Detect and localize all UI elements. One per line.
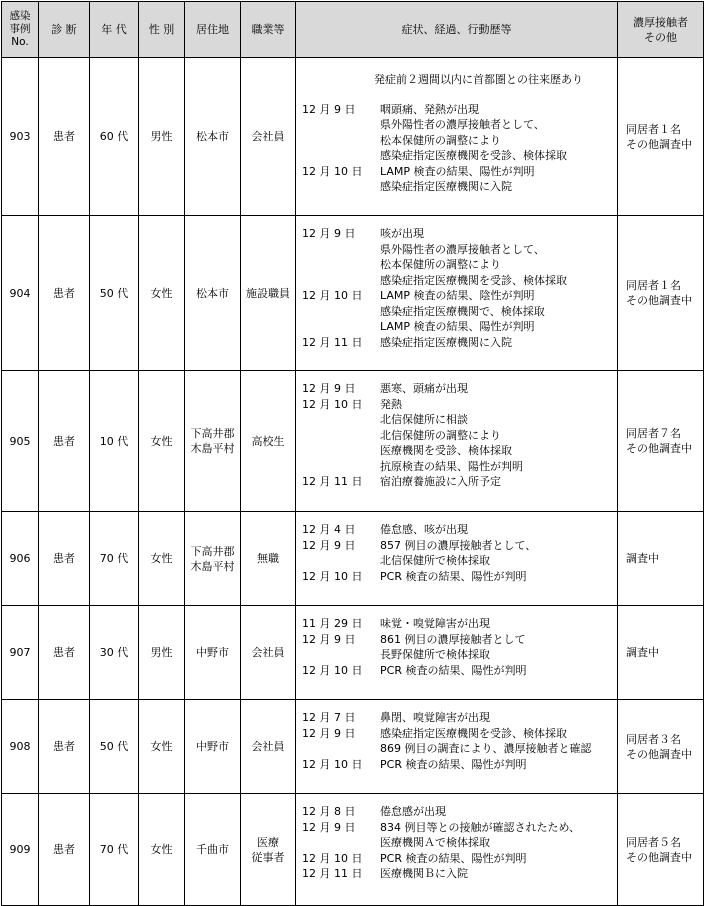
- symptom-date: 12 月 9 日: [302, 227, 356, 240]
- symptom-text: 医療機関Ｂに入院: [380, 867, 468, 880]
- residence: [185, 700, 241, 794]
- symptom-line: [296, 102, 617, 118]
- case-no: 903: [2, 58, 39, 216]
- case-no: 905: [2, 371, 39, 512]
- header-case-no: 感染 事例 No.: [2, 2, 39, 58]
- symptom-text: 松本保健所の調整により: [380, 258, 501, 271]
- sex: 男性: [139, 606, 185, 700]
- header-residence: 居住地: [185, 2, 241, 58]
- sex: 女性: [139, 700, 185, 794]
- symptom-date: 12 月 11 日: [302, 867, 363, 880]
- occupation: [241, 58, 296, 216]
- symptom-line: [296, 820, 617, 836]
- diagnosis: 患者: [39, 58, 90, 216]
- symptoms-cell: [296, 606, 618, 700]
- symptom-text: 悪寒、頭痛が出現: [380, 382, 468, 395]
- residence: [185, 794, 241, 906]
- diagnosis: 患者: [39, 794, 90, 906]
- contacts-text: 調査中: [626, 646, 659, 659]
- symptom-text: 医療機関を受診、検体採取: [380, 444, 512, 457]
- symptoms-cell: [296, 371, 618, 512]
- age: 60 代: [90, 58, 139, 216]
- symptom-line: [296, 242, 617, 258]
- occupation-text: 施設職員: [246, 286, 290, 300]
- symptoms-cell: [296, 700, 618, 794]
- contacts-text: 調査中: [626, 552, 659, 565]
- symptom-line: [296, 459, 617, 475]
- sex: 女性: [139, 512, 185, 606]
- symptom-date: [296, 179, 380, 195]
- symptom-text: 感染症指定医療機関を受診、検体採取: [380, 149, 567, 162]
- symptom-text: 発熱: [380, 397, 402, 411]
- occupation-text: 会社員: [251, 646, 285, 659]
- contacts: [618, 216, 704, 371]
- symptom-text: 抗原検査の結果、陽性が判明: [380, 459, 523, 473]
- header-symptoms: 症状、経過、行動歴等: [296, 2, 618, 58]
- symptom-date: [296, 412, 380, 428]
- symptom-line: [296, 428, 617, 444]
- symptom-line: [296, 257, 617, 273]
- symptom-text: 県外陽性者の濃厚接触者として、: [380, 242, 545, 256]
- symptom-text: 県外陽性者の濃厚接触者として、: [380, 118, 545, 131]
- symptom-line: [296, 804, 617, 820]
- symptom-text: LAMP 検査の結果、陽性が判明: [380, 320, 535, 333]
- symptom-text: 味覚・嗅覚障害が出現: [380, 617, 490, 630]
- residence: [185, 58, 241, 216]
- symptom-text: 医療機関Ａで検体採取: [380, 836, 490, 849]
- symptom-date: 12 月 4 日: [302, 523, 356, 536]
- header-row: [2, 2, 704, 58]
- symptom-text: 感染症指定医療機関に入院: [380, 180, 512, 193]
- symptom-date: 12 月 9 日: [302, 538, 356, 552]
- symptom-line: [296, 663, 617, 679]
- symptom-text: 松本保健所の調整により: [380, 133, 501, 147]
- symptom-date: [296, 319, 380, 335]
- symptom-date: [296, 459, 380, 475]
- symptom-date: 12 月 9 日: [302, 820, 356, 834]
- symptom-line: [296, 179, 617, 195]
- symptom-text: PCR 検査の結果、陽性が判明: [380, 851, 527, 865]
- symptom-text: LAMP 検査の結果、陰性が判明: [380, 289, 535, 302]
- symptom-line: [296, 710, 617, 726]
- occupation-text: 会社員: [251, 740, 285, 753]
- residence: [185, 512, 241, 606]
- header-diagnosis: 診 断: [39, 2, 90, 58]
- symptom-date: [296, 148, 380, 164]
- symptom-line: [296, 741, 617, 757]
- case-no: 906: [2, 512, 39, 606]
- contacts-text: 同居者１名 その他調査中: [626, 122, 692, 151]
- symptom-line: [296, 632, 617, 648]
- symptom-date: [296, 835, 380, 851]
- age: 50 代: [90, 700, 139, 794]
- residence-text: 下高井郡 木島平村: [190, 544, 235, 573]
- contacts: [618, 700, 704, 794]
- occupation: [241, 700, 296, 794]
- occupation-text: 高校生: [251, 434, 285, 448]
- symptom-line: [296, 474, 617, 490]
- symptom-text: 感染症指定医療機関を受診、検体採取: [380, 273, 567, 287]
- symptom-text: 倦怠感が出現: [380, 805, 446, 818]
- diagnosis: 患者: [39, 371, 90, 512]
- symptom-line: [296, 273, 617, 289]
- diagnosis: 患者: [39, 512, 90, 606]
- symptom-line: [296, 164, 617, 180]
- symptom-text: 感染症指定医療機関に入院: [380, 335, 512, 349]
- diagnosis: 患者: [39, 606, 90, 700]
- symptom-date: [296, 242, 380, 258]
- case-no: 908: [2, 700, 39, 794]
- symptom-date: 12 月 10 日: [302, 397, 363, 411]
- symptom-date: 12 月 9 日: [302, 102, 356, 116]
- symptom-line: [296, 304, 617, 320]
- contacts: [618, 794, 704, 906]
- symptom-date: 12 月 9 日: [302, 726, 356, 740]
- symptom-date: 11 月 29 日: [302, 617, 363, 630]
- contacts-text: 同居者５名 その他調査中: [626, 835, 692, 864]
- occupation-text: 無職: [257, 552, 279, 565]
- symptom-line: [296, 553, 617, 569]
- occupation: [241, 216, 296, 371]
- symptom-line: [296, 538, 617, 554]
- symptom-line: [296, 851, 617, 867]
- symptom-text: 宿泊療養施設に入所予定: [380, 475, 501, 488]
- contacts-text: 同居者３名 その他調査中: [626, 732, 692, 761]
- symptom-date: [296, 647, 380, 663]
- symptom-line: [296, 522, 617, 538]
- symptom-date: 12 月 9 日: [302, 382, 356, 395]
- symptom-line: [296, 288, 617, 304]
- symptom-line: [296, 381, 617, 397]
- sex: 男性: [139, 58, 185, 216]
- symptom-line: [296, 616, 617, 632]
- residence-text: 下高井郡 木島平村: [190, 427, 235, 455]
- sex: 女性: [139, 371, 185, 512]
- symptom-text: PCR 検査の結果、陽性が判明: [380, 757, 527, 771]
- symptom-date: [296, 273, 380, 289]
- diagnosis: 患者: [39, 700, 90, 794]
- symptom-date: 12 月 8 日: [302, 805, 356, 818]
- table-row: [2, 371, 704, 512]
- age: 70 代: [90, 794, 139, 906]
- occupation: [241, 606, 296, 700]
- diagnosis: 患者: [39, 216, 90, 371]
- residence-text: 中野市: [196, 646, 229, 659]
- age: 50 代: [90, 216, 139, 371]
- symptom-date: [296, 133, 380, 149]
- case-no: 904: [2, 216, 39, 371]
- symptom-text: 咳が出現: [380, 227, 424, 240]
- table-row: [2, 216, 704, 371]
- symptom-text: 857 例目の濃厚接触者として、: [380, 538, 537, 552]
- symptom-line: [296, 726, 617, 742]
- symptom-line: [296, 226, 617, 242]
- symptom-text: 861 例目の濃厚接触者として: [380, 632, 526, 646]
- header-sex: 性 別: [139, 2, 185, 58]
- contacts-text: 同居者７名 その他調査中: [626, 427, 692, 455]
- symptom-line: [296, 866, 617, 882]
- occupation-text: 会社員: [251, 130, 285, 143]
- residence-text: 松本市: [196, 130, 229, 143]
- symptom-line: [296, 835, 617, 851]
- header-contacts: 濃厚接触者 その他: [618, 2, 704, 58]
- symptom-line: [296, 117, 617, 133]
- table-row: [2, 794, 704, 906]
- contacts: [618, 512, 704, 606]
- symptoms-cell: [296, 794, 618, 906]
- symptom-text: PCR 検査の結果、陽性が判明: [380, 569, 527, 583]
- symptom-line: [296, 569, 617, 585]
- occupation: [241, 794, 296, 906]
- case-table: [1, 1, 704, 906]
- symptom-text: 感染症指定医療機関で、検体採取: [380, 304, 545, 318]
- residence: [185, 216, 241, 371]
- symptom-text: PCR 検査の結果、陽性が判明: [380, 663, 527, 677]
- case-no: 907: [2, 606, 39, 700]
- symptom-text: 感染症指定医療機関を受診、検体採取: [380, 726, 567, 740]
- header-occupation: 職業等: [241, 2, 296, 58]
- symptom-date: 12 月 10 日: [302, 851, 363, 865]
- symptom-line: [296, 133, 617, 149]
- symptom-line: [296, 412, 617, 428]
- symptom-date: 12 月 7 日: [302, 711, 356, 724]
- symptom-text: 869 例目の調査により、濃厚接触者と確認: [380, 742, 592, 755]
- symptom-text: LAMP 検査の結果、陽性が判明: [380, 164, 535, 178]
- contacts: [618, 606, 704, 700]
- symptom-date: 12 月 10 日: [302, 569, 363, 583]
- case-no: 909: [2, 794, 39, 906]
- age: 10 代: [90, 371, 139, 512]
- occupation: [241, 371, 296, 512]
- symptom-line: [296, 319, 617, 335]
- symptom-line: [296, 397, 617, 413]
- header-age: 年 代: [90, 2, 139, 58]
- symptom-line: [296, 647, 617, 663]
- sex: 女性: [139, 216, 185, 371]
- symptom-date: [296, 741, 380, 757]
- symptom-date: [296, 553, 380, 569]
- symptom-date: [296, 257, 380, 273]
- symptom-date: [296, 117, 380, 133]
- symptom-line: [296, 148, 617, 164]
- symptom-date: 12 月 10 日: [302, 164, 363, 178]
- symptom-line: [296, 757, 617, 773]
- symptom-date: [296, 443, 380, 459]
- symptom-date: 12 月 10 日: [302, 757, 363, 771]
- symptom-text: 北信保健所に相談: [380, 413, 468, 426]
- residence-text: 中野市: [196, 740, 229, 753]
- symptom-text: 鼻閉、嗅覚障害が出現: [380, 711, 490, 724]
- contacts: [618, 371, 704, 512]
- symptom-text: 834 例目等との接触が確認されたため、: [380, 820, 581, 834]
- symptom-date: 12 月 10 日: [302, 663, 363, 677]
- symptom-text: 北信保健所の調整により: [380, 428, 501, 442]
- symptom-line: [296, 443, 617, 459]
- contacts-text: 同居者１名 その他調査中: [626, 279, 692, 307]
- symptom-text: 長野保健所で検体採取: [380, 648, 490, 661]
- residence: [185, 606, 241, 700]
- symptoms-cell: [296, 512, 618, 606]
- age: 30 代: [90, 606, 139, 700]
- symptoms-cell: [296, 216, 618, 371]
- occupation-text: 医療 従事者: [251, 835, 285, 864]
- symptom-line: [296, 335, 617, 351]
- symptom-date: [296, 428, 380, 444]
- symptom-text: 咽頭痛、発熱が出現: [380, 102, 479, 116]
- residence-text: 千曲市: [196, 843, 229, 856]
- symptoms-cell: [296, 58, 618, 216]
- table-row: [2, 606, 704, 700]
- travel-history-note: 発症前２週間以内に首都圏との往来歴あり: [374, 73, 583, 86]
- contacts: [618, 58, 704, 216]
- symptom-date: 12 月 11 日: [302, 335, 363, 349]
- symptom-date: 12 月 10 日: [302, 289, 363, 302]
- age: 70 代: [90, 512, 139, 606]
- table-row: [2, 58, 704, 216]
- table-row: [2, 700, 704, 794]
- symptom-text: 北信保健所で検体採取: [380, 554, 490, 567]
- table-row: [2, 512, 704, 606]
- symptom-date: [296, 304, 380, 320]
- residence: [185, 371, 241, 512]
- symptom-date: 12 月 9 日: [302, 632, 356, 646]
- symptom-text: 倦怠感、咳が出現: [380, 523, 468, 536]
- occupation: [241, 512, 296, 606]
- residence-text: 松本市: [196, 286, 229, 300]
- symptom-date: 12 月 11 日: [302, 475, 363, 488]
- sex: 女性: [139, 794, 185, 906]
